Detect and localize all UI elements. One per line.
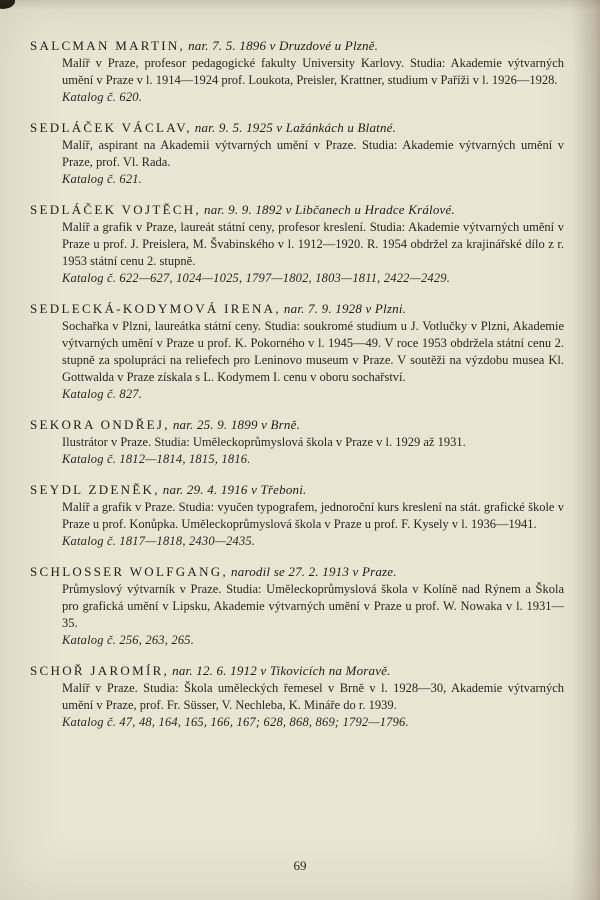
birth-info: nar. 12. 6. 1912 v Tikovicích na Moravě. bbox=[172, 663, 391, 678]
katalog-reference: Katalog č. 256, 263, 265. bbox=[62, 633, 195, 647]
entry bbox=[30, 36, 564, 106]
birth-info: nar. 29. 4. 1916 v Třeboni. bbox=[162, 482, 307, 497]
artist-name: SEDLÁČEK VOJTĚCH, bbox=[30, 202, 202, 217]
artist-name: SEYDL ZDENĚK, bbox=[30, 482, 160, 497]
entry-heading bbox=[30, 299, 564, 318]
entry-heading bbox=[30, 562, 564, 581]
entry-heading bbox=[30, 415, 564, 434]
artist-name: SCHLOSSER WOLFGANG, bbox=[30, 564, 229, 579]
entry-body: Ilustrátor v Praze. Studia: Uměleckoprůmyslová škola v Praze v l. 1929 až 1931. bbox=[62, 435, 466, 449]
katalog-reference: Katalog č. 1812—1814, 1815, 1816. bbox=[62, 452, 251, 466]
entry-body: Malíř a grafik v Praze, laureát státní ceny, profesor kreslení. Studia: Akademie výtvarných umění v Praze u prof. J. Preislera, M. Švabinského v l. 1912—1920. R. 1954 obdržel za krajinářské dílo z r. 1953 státní cenu 2. stupně. bbox=[62, 220, 564, 268]
entry-body: Průmyslový výtvarník v Praze. Studia: Uměleckoprůmyslová škola v Kolíně nad Rýnem a Škola pro grafická umění v Lipsku, Akademie výtvarných umění v Praze u prof. W. Nowaka v l. 1931—35. bbox=[62, 582, 564, 630]
birth-info: nar. 7. 9. 1928 v Plzni. bbox=[283, 301, 407, 316]
katalog-reference: Katalog č. 621. bbox=[62, 172, 143, 186]
birth-info: nar. 25. 9. 1899 v Brně. bbox=[172, 417, 301, 432]
entry bbox=[30, 118, 564, 188]
scan-corner-mark bbox=[0, 0, 15, 9]
birth-info: nar. 9. 9. 1892 v Libčanech u Hradce Králové. bbox=[204, 202, 455, 217]
entry bbox=[30, 299, 564, 403]
entry-heading bbox=[30, 200, 564, 219]
entry-heading bbox=[30, 661, 564, 680]
katalog-reference: Katalog č. 827. bbox=[62, 387, 143, 401]
artist-name: SEDLECKÁ-KODYMOVÁ IRENA, bbox=[30, 301, 281, 316]
entry bbox=[30, 562, 564, 649]
entry-heading bbox=[30, 480, 564, 499]
katalog-reference: Katalog č. 622—627, 1024—1025, 1797—1802, 1803—1811, 2422—2429. bbox=[62, 271, 451, 285]
entry bbox=[30, 480, 564, 550]
artist-name: SEKORA ONDŘEJ, bbox=[30, 417, 170, 432]
katalog-reference: Katalog č. 620. bbox=[62, 90, 143, 104]
artist-name: SCHOŘ JAROMÍR, bbox=[30, 663, 170, 678]
entry-body: Sochařka v Plzni, laureátka státní ceny. Studia: soukromé studium u J. Votlučky v Plzni, Akademie výtvarných umění v Praze u prof. K. Pokorného v l. 1945—49. V roce 1953 obdržela státní cenu 2. stupně za spolupráci na reliefech pro Leninovo museum v Praze. V soutěži na výzdobu musea Kl. Gottwalda v Praze získala s L. Kodymem I. cenu v oboru sochařství. bbox=[62, 319, 564, 384]
entry-heading bbox=[30, 36, 564, 55]
entry-body: Malíř v Praze, profesor pedagogické fakulty University Karlovy. Studia: Akademie výtvarných umění v Praze v l. 1914—1924 prof. Loukota, Preisler, Krattner, studium v Paříži v l. 1926—1928. bbox=[62, 56, 564, 87]
entry bbox=[30, 415, 564, 468]
katalog-reference: Katalog č. 47, 48, 164, 165, 166, 167; 628, 868, 869; 1792—1796. bbox=[62, 715, 409, 729]
page-edge-shadow-right bbox=[572, 0, 600, 900]
entry-heading bbox=[30, 118, 564, 137]
birth-info: narodil se 27. 2. 1913 v Praze. bbox=[231, 564, 397, 579]
katalog-reference: Katalog č. 1817—1818, 2430—2435. bbox=[62, 534, 256, 548]
birth-info: nar. 9. 5. 1925 v Lažánkách u Blatné. bbox=[194, 120, 397, 135]
entry-body: Malíř v Praze. Studia: Škola uměleckých řemesel v Brně v l. 1928—30, Akademie výtvarných umění v Praze, prof. Fr. Süsser, V. Nechleba, K. Mináře do r. 1939. bbox=[62, 681, 564, 712]
entry-body: Malíř a grafik v Praze. Studia: vyučen typografem, jednoroční kurs kreslení na stát. grafické škole v Praze u prof. Konůpka. Uměleckoprůmyslová škola v Praze u prof. F. Kysely v l. 1936—1941. bbox=[62, 500, 564, 531]
page-edge-shadow-top bbox=[0, 0, 600, 10]
entry bbox=[30, 661, 564, 731]
entry-body: Malíř, aspirant na Akademii výtvarných umění v Praze. Studia: Akademie výtvarných umění v Praze, prof. Vl. Rada. bbox=[62, 138, 564, 169]
artist-name: SALCMAN MARTIN, bbox=[30, 38, 186, 53]
birth-info: nar. 7. 5. 1896 v Druzdové u Plzně. bbox=[188, 38, 379, 53]
entry-list bbox=[30, 36, 564, 731]
artist-name: SEDLÁČEK VÁCLAV, bbox=[30, 120, 192, 135]
page-number: 69 bbox=[293, 858, 307, 873]
entry bbox=[30, 200, 564, 287]
